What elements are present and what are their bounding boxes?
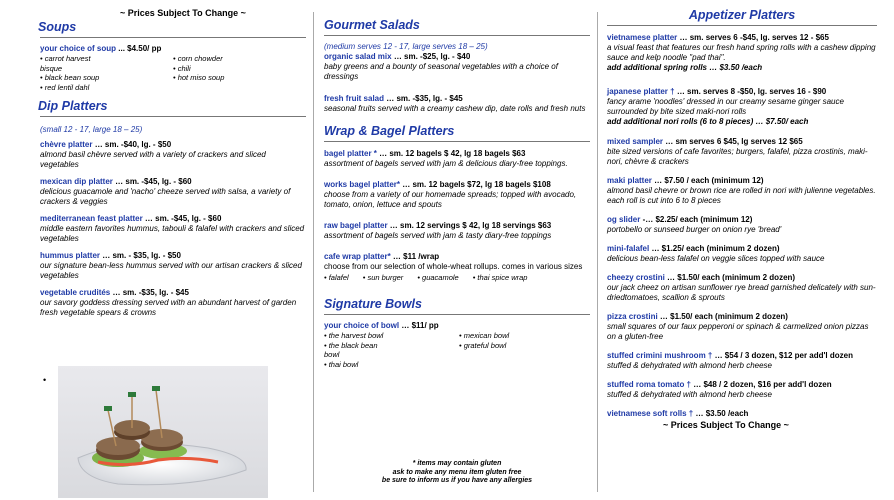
dip-item [40,288,306,318]
salad-desc: baby greens and a bounty of seasonal vegetables with a choice of dressings [324,62,558,81]
wrap-price: … $11 /wrap [390,252,440,261]
wrap-option: • guacamole [417,273,459,282]
gluten-notes [324,460,590,486]
column-divider [597,12,598,492]
appetizer-item [607,87,877,127]
bowl-option: • the harvest bowl [324,331,384,340]
soup-item [40,44,306,54]
wrap-item [324,221,590,241]
dip-desc: delicious guacamole and 'nacho' cheeze served with salsa, a variety of crackers & veggies [40,187,291,206]
appetizer-name: maki platter [607,176,652,185]
appetizer-item [607,215,877,235]
dip-price: … sm. -$45, lg. - $60 [142,214,222,223]
wrap-desc: choose from our selection of whole-wheat rollups. comes in various sizes [324,262,583,271]
appetizer-name: og slider [607,215,641,224]
price-notice-top: ~ Prices Subject To Change ~ [120,8,246,18]
appetizer-desc: a visual feast that features our fresh hand spring rolls with a cashew dipping sauce and kelp noodle "pad thai". [607,43,876,62]
dip-name: hummus platter [40,251,101,260]
appetizer-item [607,273,877,303]
dip-price: … sm. - $35, lg. - $50 [100,251,181,260]
bowl-option: • the black bean bowl [324,340,378,359]
soup-option: • hot miso soup [173,73,225,82]
appetizer-item [607,33,877,73]
soup-options [40,54,306,92]
dip-name: mexican dip platter [40,177,113,186]
appetizer-addon: add additional spring rolls … $3.50 /each [607,63,763,72]
salad-desc: seasonal fruits served with a creamy cashew dip, date rolls and fresh nuts [324,104,586,113]
dip-price: … sm. -$35, lg. - $45 [110,288,189,297]
bowl-option: • thai bowl [324,359,359,369]
appetizer-desc: stuffed & dehydrated with almond herb cheese [607,390,772,399]
food-photo-illustration [58,366,268,498]
appetizer-price: … sm. serves 6 -$45, lg. serves 12 - $65 [677,33,829,42]
soups-title: Soups [38,20,77,34]
appetizer-desc: stuffed & dehydrated with almond herb cheese [607,361,772,370]
wrap-name: bagel platter * [324,149,377,158]
wrap-name: raw bagel platter [324,221,388,230]
appetizer-addon: add additional nori rolls (6 to 8 pieces) … $7.50/ each [607,117,809,126]
divider [324,314,590,315]
divider [324,35,590,36]
dip-name: vegetable crudités [40,288,111,297]
soup-price: ... $4.50/ pp [118,44,162,53]
wrap-option: • sun burger [362,273,404,282]
appetizer-desc: delicious bean-less falafel on veggie slices topped with sauce [607,254,825,263]
appetizer-desc: portobello or sunseed burger on onion rye 'bread' [607,225,782,234]
soup-option: • black bean soup [40,73,100,82]
appetizer-desc: almond basil chevre or brown rice are rolled in nori with julienne vegetables. each roll is cut into 6 to 8 pieces [607,186,876,205]
wrap-option: • falafel [324,273,349,282]
dip-item [40,251,306,281]
note-line: * items may contain gluten [412,460,502,467]
wrap-price: … sm. 12 servings $ 42, lg 18 servings $63 [387,221,552,230]
soup-option: • chili [173,63,191,73]
appetizer-desc: bite sized versions of cafe favorites; burgers, falafel, pizza crostinis, maki-nori, chèvre & crackers [607,147,868,166]
wraps-title: Wrap & Bagel Platters [324,124,455,138]
appetizer-price: … $7.50 / each (minimum 12) [651,176,764,185]
divider [40,116,306,117]
wrap-desc: assortment of bagels served with jam & delicious diary-free toppings. [324,159,568,168]
appetizer-price: -… $2.25/ each (minimum 12) [640,215,753,224]
salad-item [324,94,590,114]
appetizer-name: cheezy crostini [607,273,665,282]
appetizer-name: vietnamese soft rolls † [607,409,694,418]
appetizer-desc: small squares of our faux pepperoni or spinach & carmelized onion pizzas on a gluten-free [607,322,869,341]
appetizer-name: stuffed roma tomato † [607,380,692,389]
dip-desc: middle eastern favorites hummus, tabouli & falafel with crackers and sliced vegetables [40,224,305,243]
bowls-title: Signature Bowls [324,297,422,311]
dip-price: … sm. -$45, lg. - $60 [112,177,192,186]
salad-name: organic salad mix [324,52,392,61]
appetizer-price: … $48 / 2 dozen, $16 per add'l dozen [691,380,832,389]
bowl-name: your choice of bowl [324,321,400,330]
dip-price: … sm. -$40, lg. - $50 [92,140,172,149]
appetizer-item [607,137,877,167]
wrap-item [324,149,590,169]
dip-subtitle: (small 12 - 17, large 18 – 25) [40,125,143,134]
soup-name: your choice of soup [40,44,117,53]
soup-option: • corn chowder [173,54,223,63]
appetizer-name: mini-falafel [607,244,650,253]
appetizer-price: … sm. serves 8 -$50, lg. serves 16 - $90 [674,87,827,96]
dip-item [40,214,306,244]
appetizer-price: … sm serves 6 $45, lg serves 12 $65 [663,137,803,146]
appetizer-name: mixed sampler [607,137,664,146]
appetizer-name: pizza crostini [607,312,658,321]
dip-desc: our signature bean-less hummus served with our artisan crackers & sliced vegetables [40,261,302,280]
dip-name: chèvre platter [40,140,93,149]
wrap-item [324,180,590,210]
bowl-item [324,321,590,331]
divider [324,141,590,142]
wrap-price: … sm. 12 bagels $72, lg 18 bagels $108 [400,180,551,189]
dip-title: Dip Platters [38,99,108,113]
divider [607,25,877,26]
wrap-name: cafe wrap platter* [324,252,391,261]
appetizer-name: vietnamese platter [607,33,678,42]
bowl-option: • grateful bowl [459,340,507,350]
appetizer-name: japanese platter † [607,87,675,96]
column-divider [313,12,314,492]
appetizer-desc: fancy arame 'noodles' dressed in our creamy sesame ginger sauce surrounded by bite sized maki-nori rolls [607,97,844,116]
wrap-options [324,273,590,283]
bowl-options [324,331,590,369]
appetizer-price: … $1.50/ each (minimum 2 dozen) [664,273,796,282]
appetizer-price: … $54 / 3 dozen, $12 per add'l dozen [712,351,853,360]
appetizer-item [607,380,877,400]
dip-item [40,177,306,207]
bowl-price: … $11/ pp [399,321,439,330]
wrap-name: works bagel platter* [324,180,401,189]
salads-subtitle: (medium serves 12 - 17, large serves 18 – 25) [324,42,488,51]
appetizer-item [607,312,877,342]
appetizer-item [607,351,877,371]
bowl-option: • mexican bowl [459,331,510,340]
dip-desc: almond basil chèvre served with a variety of crackers and sliced vegetables [40,150,266,169]
dip-name: mediterranean feast platter [40,214,143,223]
price-notice-bottom: ~ Prices Subject To Change ~ [663,420,789,430]
soup-option: • red lentil dahl [40,82,90,92]
salad-price: … sm. -$25, lg. - $40 [391,52,471,61]
soup-option: • carrot harvest bisque [40,54,91,73]
salad-item [324,52,590,82]
appetizer-price: … $1.25/ each (minimum 2 dozen) [649,244,780,253]
appetizer-item [607,409,877,419]
dip-item [40,140,306,170]
wrap-item [324,252,590,283]
appetizer-price: … $3.50 /each [693,409,749,418]
appetizer-desc: our jack cheez on artisan sunflower rye bread garnished delicately with sun-driedtomatoes, scallion & sprouts [607,283,876,302]
bullet-icon: • [43,375,47,385]
appetizer-price: … $1.50/ each (minimum 2 dozen) [657,312,788,321]
appetizer-item [607,176,877,206]
salad-name: fresh fruit salad [324,94,385,103]
wrap-desc: choose from a variety of our homemade spreads; topped with avocado, tomato, onion, lettuce and spouts [324,190,577,209]
food-photo [58,366,268,498]
salad-price: … sm. -$35, lg. - $45 [384,94,463,103]
appetizer-name: stuffed crimini mushroom † [607,351,713,360]
note-line: ask to make any menu item gluten free [392,468,522,476]
note-line: be sure to inform us if you have any allergies [381,477,533,484]
divider [40,37,306,38]
appetizer-item [607,244,877,264]
appetizers-title: Appetizer Platters [688,8,796,22]
wrap-desc: assortment of bagels served with jam & tasty diary-free toppings [324,231,552,240]
wrap-option: • thai spice wrap [472,273,528,282]
wrap-price: … sm. 12 bagels $ 42, lg 18 bagels $63 [376,149,526,158]
salads-title: Gourmet Salads [324,18,420,32]
dip-desc: our savory goddess dressing served with an abundant harvest of garden fresh vegetable spears & crowns [40,298,297,317]
